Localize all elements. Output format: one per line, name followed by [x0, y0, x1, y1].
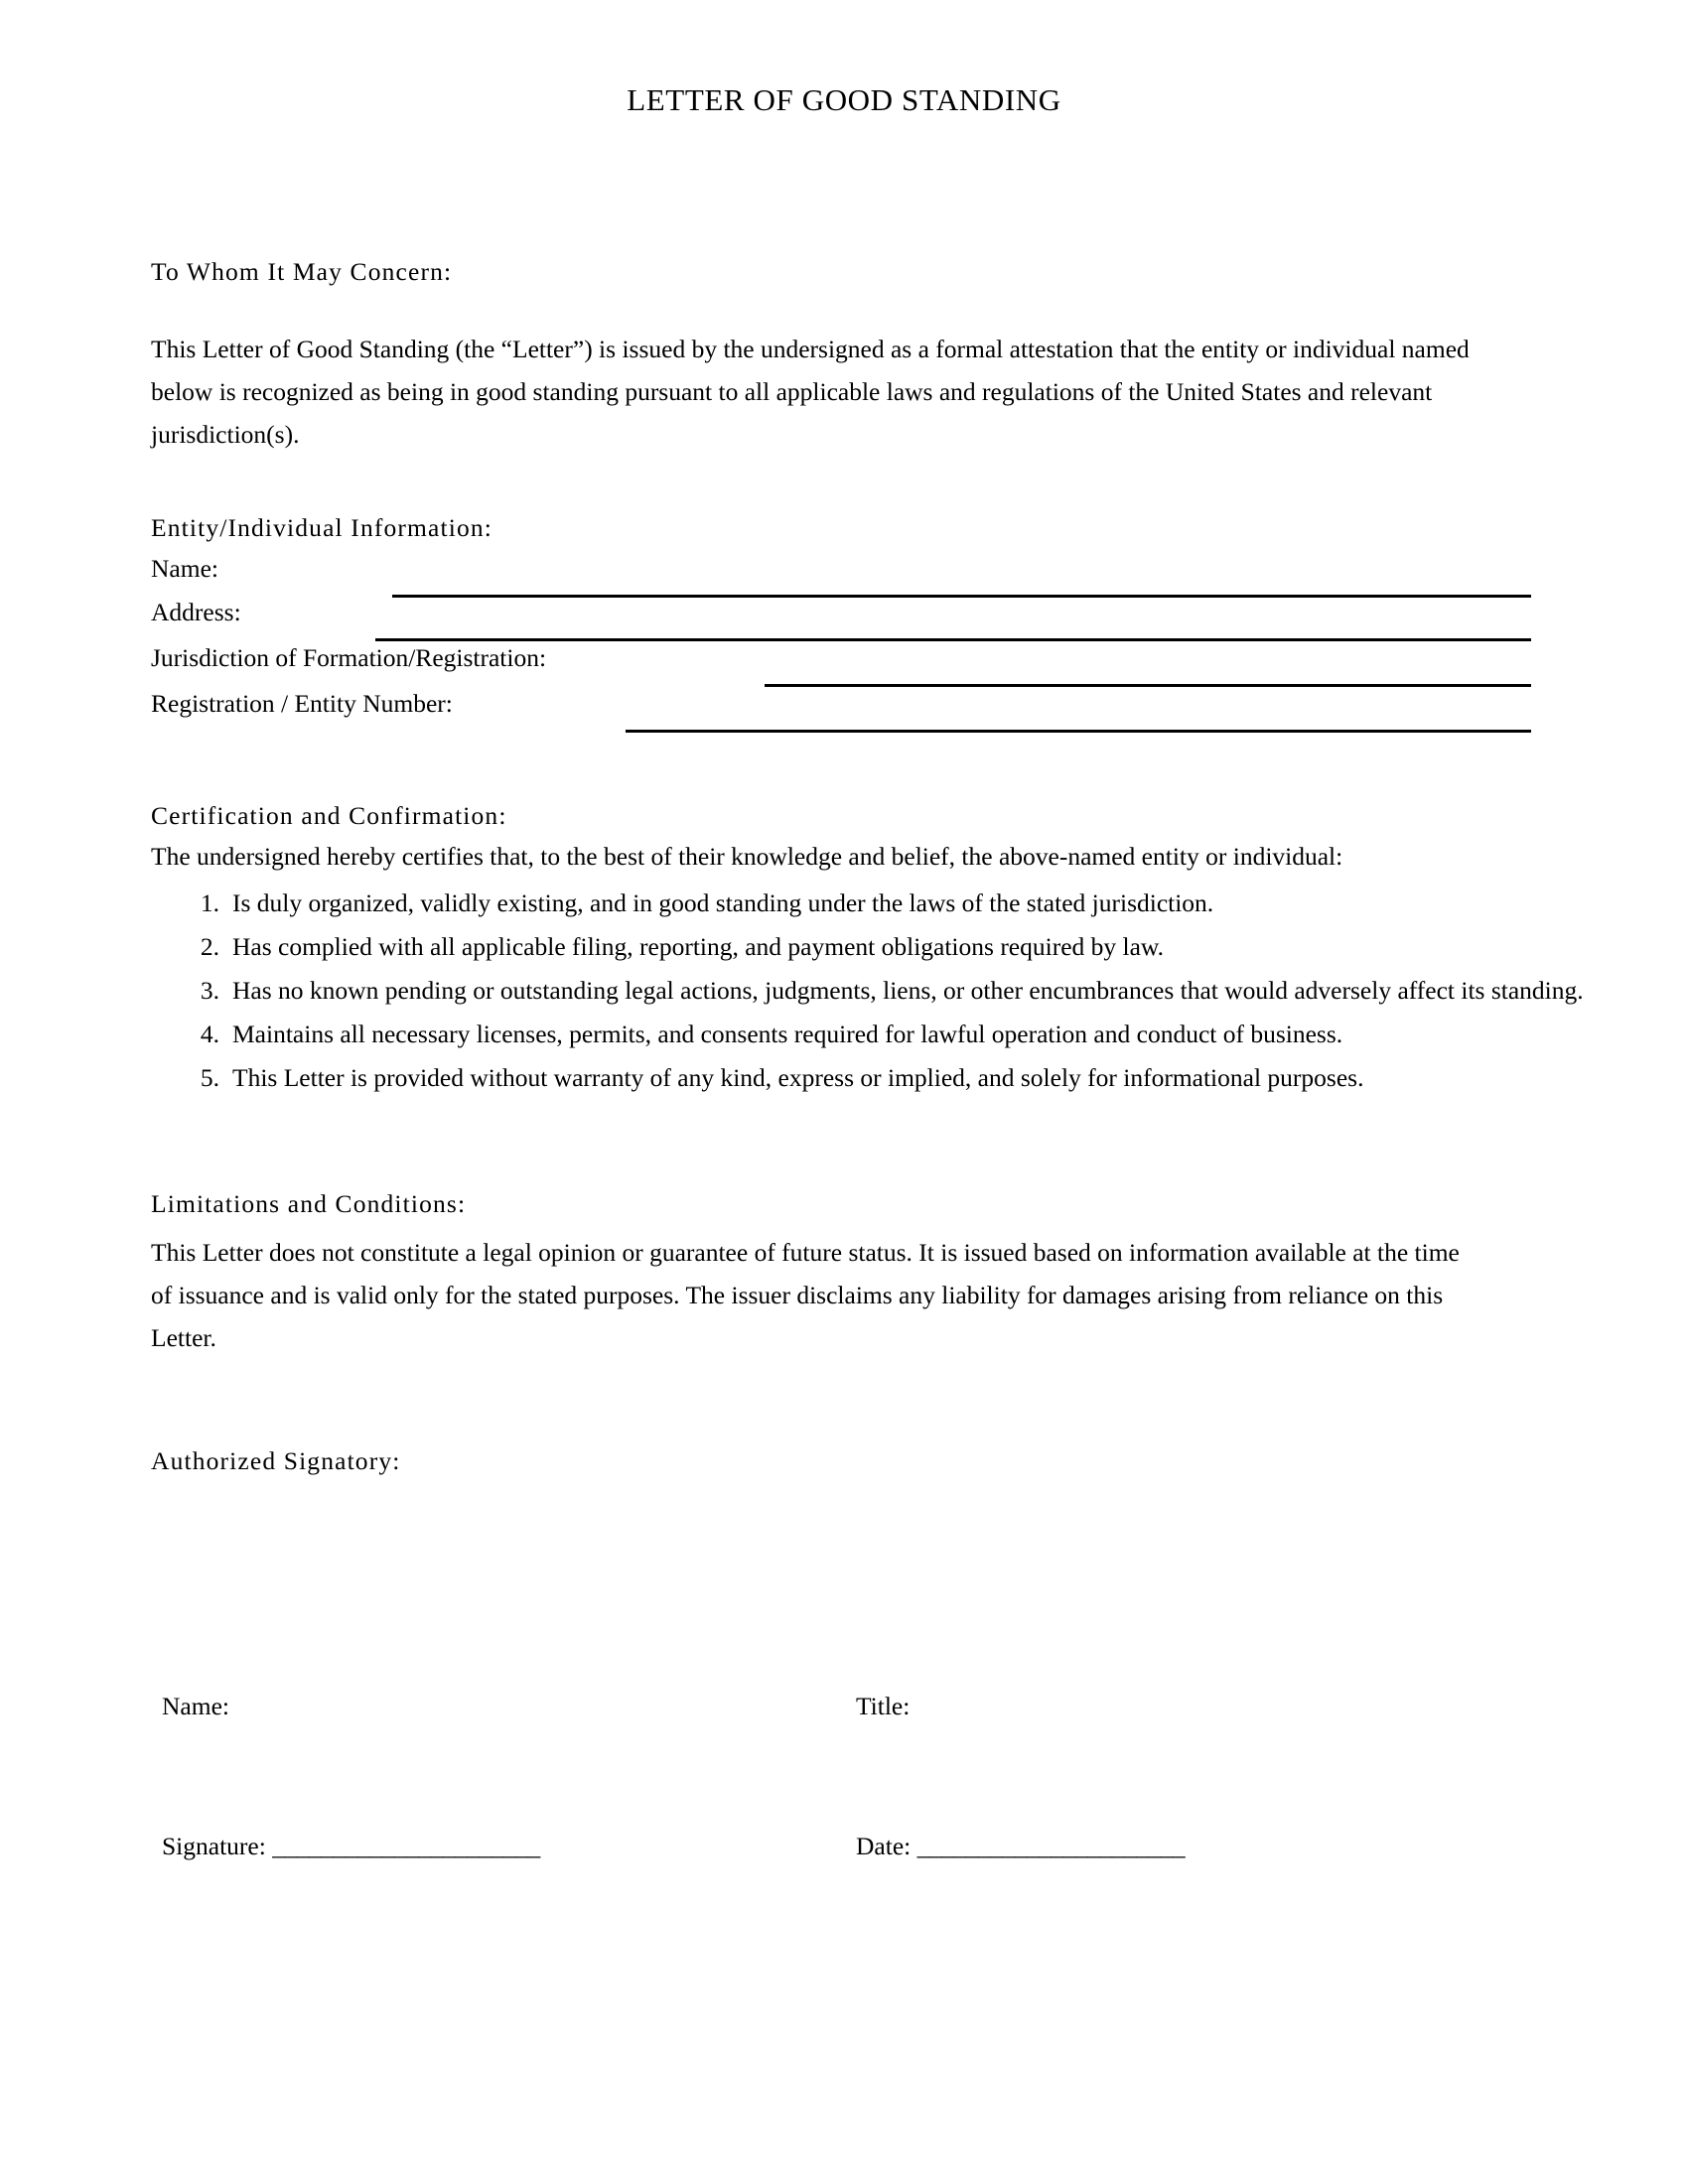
limitations-heading: Limitations and Conditions:	[151, 1189, 467, 1218]
signature-blank[interactable]: ______________________	[272, 1832, 540, 1860]
authorized-signatory-heading: Authorized Signatory:	[151, 1446, 401, 1475]
field-label-address: Address:	[151, 598, 241, 626]
list-item	[151, 925, 1688, 969]
list-item-text: Has no known pending or outstanding legal actions, judgments, liens, or other encumbrances that would adversely affect its standing.	[232, 976, 1584, 1005]
date-line-row	[856, 1832, 1185, 1861]
field-input-address[interactable]	[375, 638, 1531, 641]
field-row-address	[151, 598, 1541, 641]
signature-label: Signature:	[162, 1832, 266, 1860]
list-item	[151, 1013, 1688, 1056]
field-row-name	[151, 554, 1541, 598]
page-title: LETTER OF GOOD STANDING	[627, 82, 1061, 117]
list-item-number: 5.	[200, 1063, 219, 1092]
signature-line-row	[162, 1832, 540, 1861]
field-label-registration-number: Registration / Entity Number:	[151, 689, 453, 718]
certification-heading: Certification and Confirmation:	[151, 801, 507, 830]
field-input-registration-number[interactable]	[626, 730, 1531, 733]
list-item-text: This Letter is provided without warranty of any kind, express or implied, and solely for informational purposes.	[232, 1063, 1364, 1092]
list-item-text: Has complied with all applicable filing, reporting, and payment obligations required by law.	[232, 932, 1165, 961]
intro-paragraph: This Letter of Good Standing (the “Letter”) is issued by the undersigned as a formal attestation that the entity or individual named below is recognized as being in good standing pursuant to all applicable laws and regulations of the United States and relevant jurisdiction(s).	[151, 335, 1470, 449]
certification-list	[151, 882, 1688, 1100]
signatory-name-label: Name:	[162, 1692, 229, 1720]
list-item	[151, 882, 1688, 925]
date-label: Date:	[856, 1832, 912, 1860]
certification-lead-in: The undersigned hereby certifies that, to the best of their knowledge and belief, the above-named entity or individual:	[151, 842, 1343, 871]
field-label-jurisdiction: Jurisdiction of Formation/Registration:	[151, 643, 547, 672]
limitations-paragraph: This Letter does not constitute a legal opinion or guarantee of future status. It is issued based on information available at the time of issuance and is valid only for the stated purposes. The issuer disclaims any liability for damages arising from reliance on this Letter.	[151, 1238, 1460, 1352]
list-item-number: 1.	[200, 888, 219, 917]
date-blank[interactable]: ______________________	[916, 1832, 1186, 1860]
field-label-name: Name:	[151, 554, 218, 583]
list-item-number: 4.	[200, 1020, 219, 1048]
list-item-number: 3.	[200, 976, 219, 1005]
field-row-registration-number	[151, 689, 1541, 733]
list-item	[151, 969, 1688, 1013]
entity-information-heading: Entity/Individual Information:	[151, 513, 492, 542]
list-item	[151, 1056, 1688, 1100]
list-item-text: Maintains all necessary licenses, permits, and consents required for lawful operation and conduct of business.	[232, 1020, 1343, 1048]
field-row-jurisdiction	[151, 643, 1541, 687]
signatory-title-label: Title:	[856, 1692, 911, 1720]
salutation: To Whom It May Concern:	[151, 257, 453, 286]
field-input-jurisdiction[interactable]	[765, 684, 1531, 687]
list-item-text: Is duly organized, validly existing, and in good standing under the laws of the stated jurisdiction.	[232, 888, 1214, 917]
list-item-number: 2.	[200, 932, 219, 961]
